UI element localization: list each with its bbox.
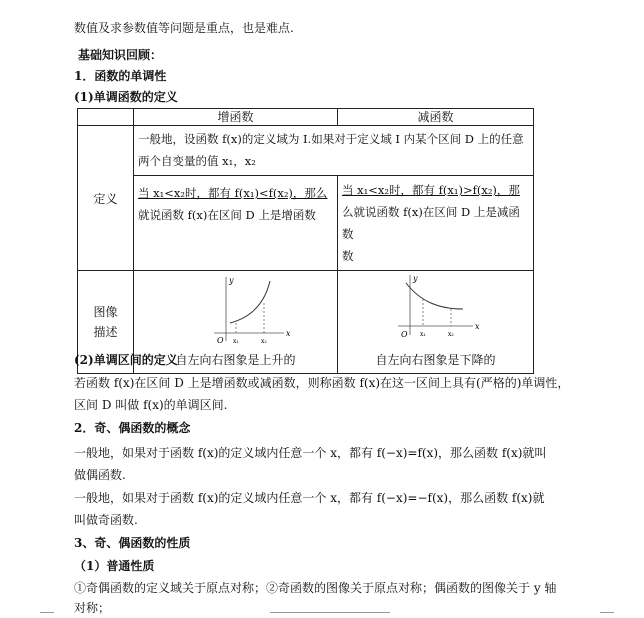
- section-title: 基础知识回顾：: [78, 48, 163, 62]
- row-label-graph-l1: 图像: [93, 305, 118, 319]
- decreasing-definition-cell: [338, 176, 534, 271]
- property-line-2: 对称；: [74, 601, 111, 615]
- x1-label: x₁: [420, 331, 426, 338]
- dec-line-c: 数: [342, 249, 354, 263]
- origin-label: O: [217, 336, 224, 345]
- increasing-graph: [134, 271, 337, 349]
- subheading-interval: (2)单调区间的定义: [74, 353, 178, 367]
- decreasing-caption: 自左向右图象是下降的: [375, 353, 496, 367]
- increasing-caption: 自左向右图象是上升的: [175, 353, 296, 367]
- subheading-general: （1）普通性质: [74, 559, 155, 573]
- footer-rule-left: [40, 612, 54, 613]
- dec-line-b: 么就说函数 f(x)在区间 D 上是减函数: [342, 205, 520, 241]
- heading-monotonicity: 1．函数的单调性: [74, 69, 167, 83]
- x-label: x: [286, 329, 291, 338]
- decreasing-curve: [406, 283, 463, 309]
- y-label: y: [413, 274, 418, 283]
- heading-parity: 2．奇、偶函数的概念: [74, 421, 191, 435]
- increasing-definition-cell: [134, 176, 338, 271]
- footer-rule-right: [600, 612, 614, 613]
- inc-line-a: 当 x₁<x₂时，都有 f(x₁)<f(x₂)，那么: [138, 186, 328, 200]
- interval-line-1: 若函数 f(x)在区间 D 上是增函数或减函数，则称函数 f(x)在这一区间上具有(严格的)单调性，: [74, 376, 570, 390]
- x-label: x: [475, 322, 480, 331]
- common-line-a: 一般地，设函数 f(x)的定义域为 I.如果对于定义域 I 内某个区间 D 上的任意: [138, 132, 524, 146]
- x1-label: x₁: [233, 338, 239, 345]
- table-corner: [78, 109, 134, 126]
- even-line-2: 做偶函数.: [74, 468, 126, 482]
- row-label-graph-l2: 描述: [93, 325, 118, 339]
- x2-label: x₂: [261, 338, 267, 345]
- decreasing-graph: [338, 271, 533, 349]
- common-line-b: 两个自变量的值 x₁，x₂: [138, 154, 256, 168]
- heading-parity-properties: 3、奇、偶函数的性质: [74, 536, 191, 550]
- odd-line-1: 一般地，如果对于函数 f(x)的定义域内任意一个 x，都有 f(−x)=−f(x)，那么函数 f(x)就: [74, 491, 545, 505]
- common-definition-cell: [134, 126, 534, 176]
- monotonic-table: [77, 108, 534, 374]
- decreasing-graph-cell: [338, 271, 534, 374]
- footer-rule-center: [270, 612, 390, 613]
- property-line-1: ①奇偶函数的定义域关于原点对称；②奇函数的图像关于原点对称；偶函数的图像关于 y 轴: [74, 581, 557, 595]
- intro-text: 数值及求参数值等问题是重点，也是难点.: [74, 21, 294, 35]
- interval-line-2: 区间 D 叫做 f(x)的单调区间.: [74, 398, 228, 412]
- x2-label: x₂: [448, 331, 454, 338]
- origin-label: O: [401, 330, 408, 339]
- inc-line-b: 就说函数 f(x)在区间 D 上是增函数: [138, 208, 316, 222]
- subheading-definition: (1)单调函数的定义: [74, 90, 178, 104]
- dec-line-a: 当 x₁<x₂时，都有 f(x₁)>f(x₂)，那: [342, 183, 520, 197]
- even-line-1: 一般地，如果对于函数 f(x)的定义域内任意一个 x，都有 f(−x)=f(x)，那么函数 f(x)就叫: [74, 446, 547, 460]
- row-label-definition: 定义: [78, 126, 134, 271]
- y-label: y: [229, 276, 234, 285]
- header-decreasing: 减函数: [338, 109, 534, 126]
- header-increasing: 增函数: [134, 109, 338, 126]
- odd-line-2: 叫做奇函数.: [74, 513, 138, 527]
